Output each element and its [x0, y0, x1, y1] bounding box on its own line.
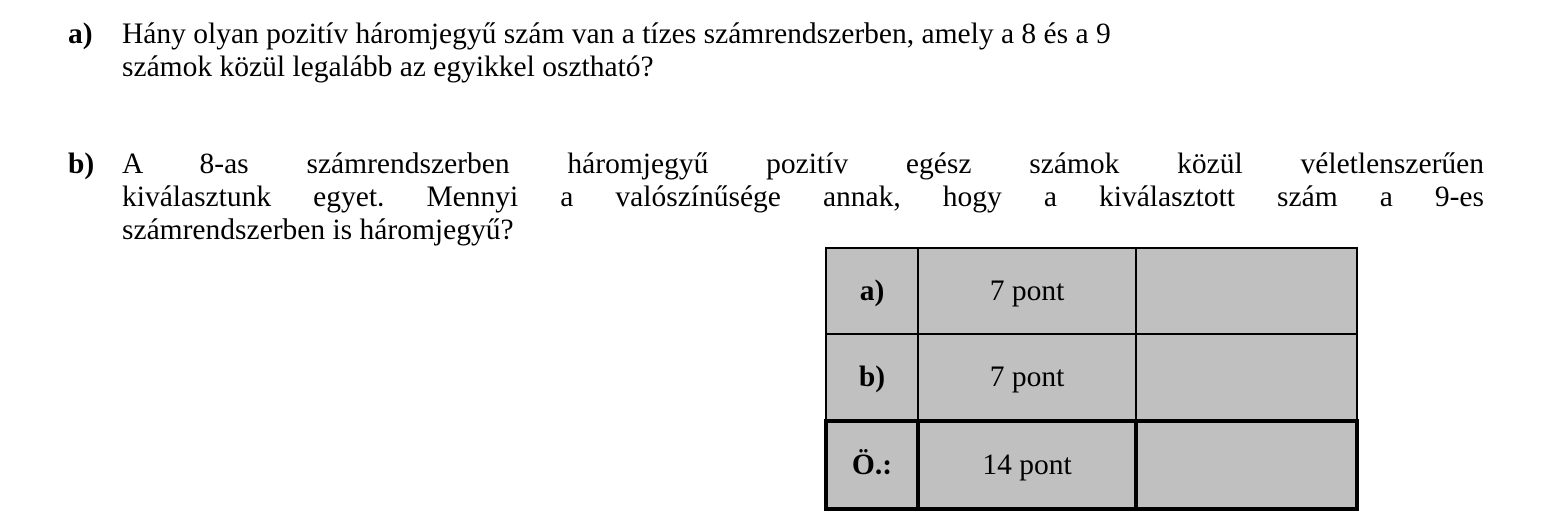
- score-earned-cell: [1136, 248, 1357, 334]
- task-a-text: [122, 18, 1468, 84]
- score-max-points: 7 pont: [918, 334, 1136, 421]
- task-b-text: [122, 148, 1508, 247]
- task-b-line-3: számrendszerben is háromjegyű?: [122, 214, 514, 246]
- score-earned-cell: [1136, 334, 1357, 421]
- score-row-b: [826, 334, 1357, 421]
- task-b: [68, 148, 1508, 247]
- task-b-line-2: kiválasztunk egyet. Mennyi a valószínűsége annak, hogy a kiválasztott szám a 9-es: [122, 181, 1484, 213]
- score-table: [824, 247, 1359, 511]
- task-b-label: b): [68, 148, 95, 180]
- score-row-total: [826, 421, 1357, 509]
- score-total-label: Ö.:: [826, 421, 918, 509]
- task-b-line-1: A 8-as számrendszerben háromjegyű pozitív egész számok közül véletlenszerűen: [122, 148, 1484, 180]
- score-row-a: [826, 248, 1357, 334]
- task-a-label: a): [68, 18, 93, 50]
- score-total-earned-cell: [1136, 421, 1357, 509]
- score-max-points: 7 pont: [918, 248, 1136, 334]
- task-a-line-2: számok közül legalább az egyikkel osztható?: [122, 51, 654, 83]
- score-part-label: b): [826, 334, 918, 421]
- score-total-points: 14 pont: [918, 421, 1136, 509]
- task-a-line-1: Hány olyan pozitív háromjegyű szám van a tízes számrendszerben, amely a 8 és a 9: [122, 18, 1111, 50]
- task-a: [68, 18, 1468, 84]
- score-part-label: a): [826, 248, 918, 334]
